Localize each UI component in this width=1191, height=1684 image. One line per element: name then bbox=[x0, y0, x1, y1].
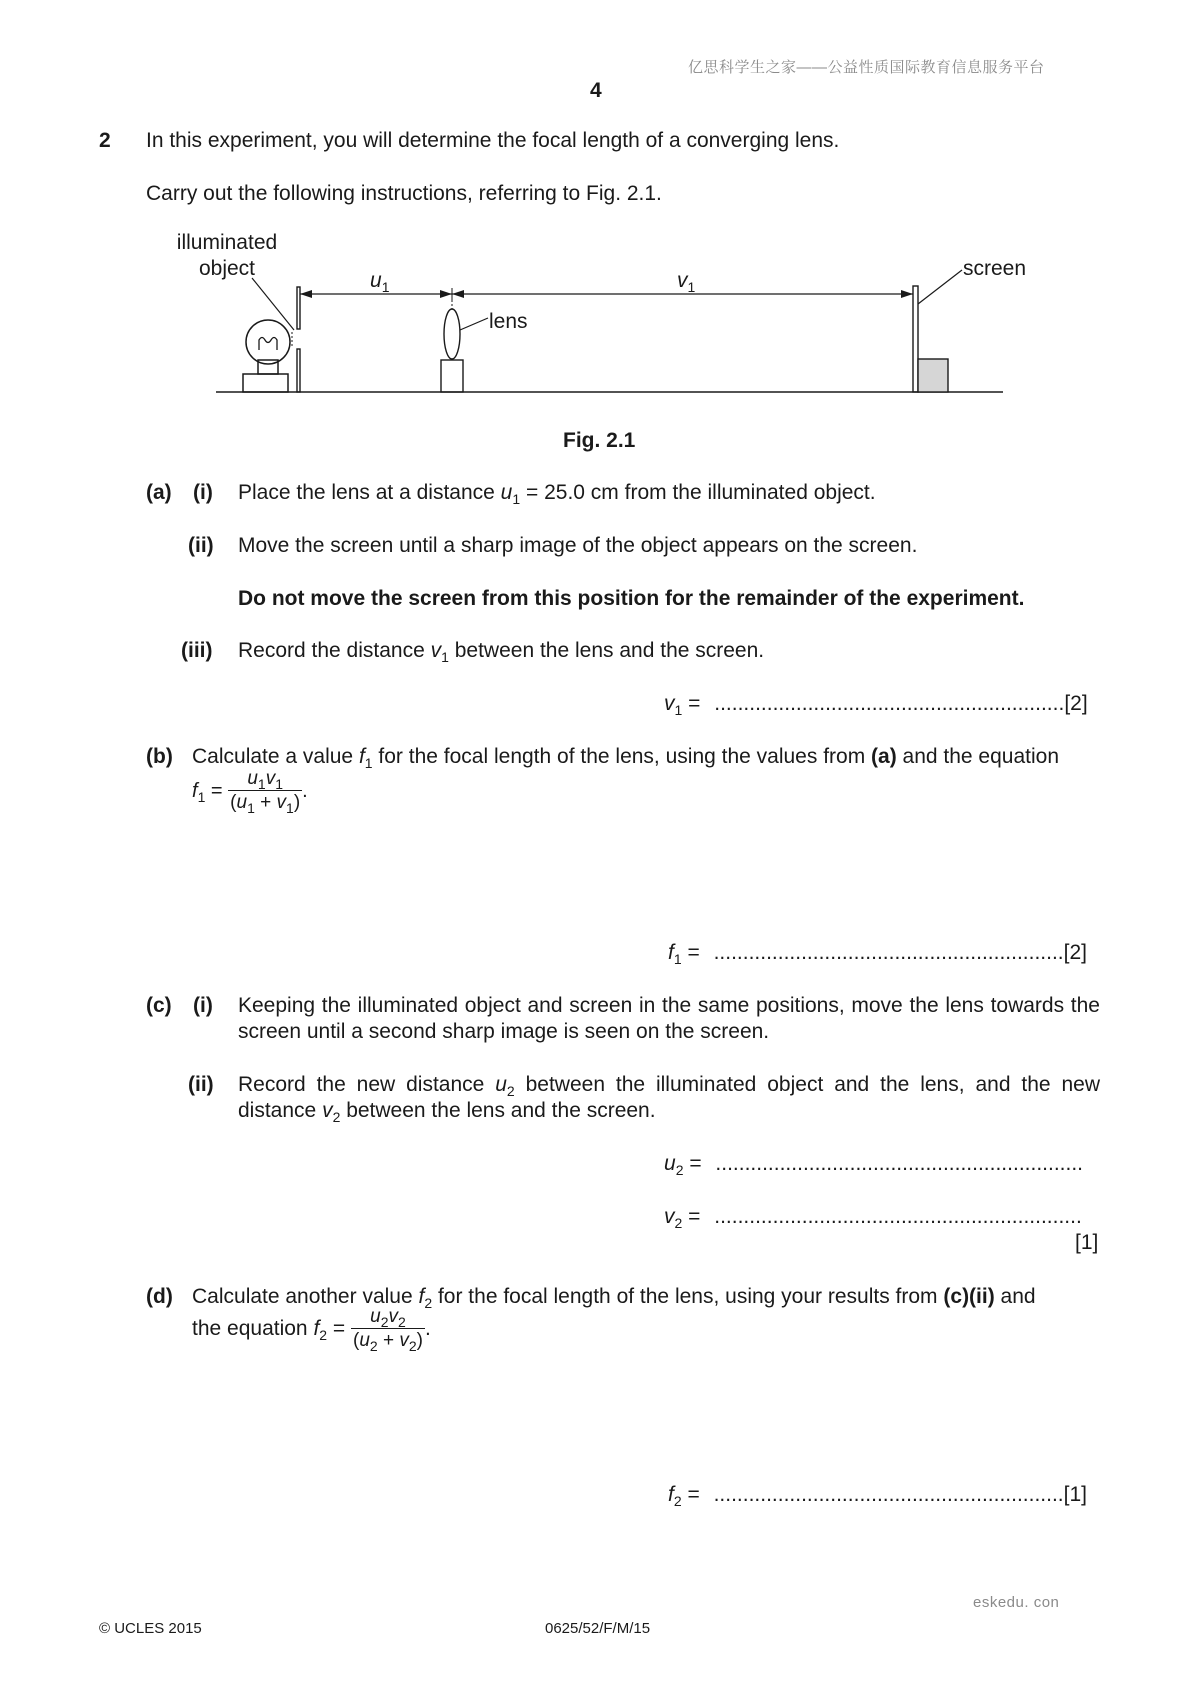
screen-leader bbox=[918, 270, 962, 304]
eq-b-den-plus: + bbox=[254, 792, 277, 813]
eq-d-end: . bbox=[425, 1317, 431, 1341]
eq-d-sign: = bbox=[327, 1317, 352, 1341]
page-number: 4 bbox=[590, 79, 602, 102]
part-c-ii-mid: between the illuminated object and the lens, and the new distance bbox=[238, 1073, 1101, 1122]
eq-d-lhs-var: f bbox=[313, 1317, 320, 1341]
eq-d-num-u: u bbox=[370, 1306, 381, 1327]
part-c-ii-var-v: v bbox=[322, 1099, 333, 1122]
footer-site: eskedu. con bbox=[973, 1594, 1060, 1611]
eq-d-den-u: u bbox=[359, 1330, 370, 1351]
part-b-sub: 1 bbox=[364, 755, 373, 771]
part-b-pre: Calculate a value bbox=[192, 745, 359, 768]
part-a-i-var: u bbox=[500, 481, 513, 504]
lens-holder bbox=[441, 360, 463, 392]
eq-b-den-open: ( bbox=[230, 792, 237, 813]
footer-copyright: © UCLES 2015 bbox=[99, 1620, 202, 1637]
eq-d-den-plus: + bbox=[377, 1330, 400, 1351]
eq-d-den-v: v bbox=[399, 1330, 409, 1351]
part-a-i-pre: Place the lens at a distance bbox=[238, 481, 501, 504]
part-b-text bbox=[192, 744, 1059, 770]
eq-d-lhs-sub: 2 bbox=[319, 1327, 328, 1344]
question-number: 2 bbox=[99, 129, 111, 152]
question-instruction: Carry out the following instructions, referring to Fig. 2.1. bbox=[146, 182, 662, 205]
eq-d-num-u-sub: 2 bbox=[380, 1314, 389, 1330]
lens-leader bbox=[460, 318, 488, 330]
part-c-ii-sub-v: 2 bbox=[332, 1109, 341, 1125]
part-a-ii-text: Move the screen until a sharp image of the object appears on the screen. bbox=[238, 534, 918, 557]
part-c-ii-sub-u: 2 bbox=[506, 1083, 515, 1099]
eq-b-num-v: v bbox=[265, 768, 276, 789]
eq-b-num-u: u bbox=[247, 768, 258, 789]
eq-d-fraction bbox=[351, 1306, 425, 1353]
answer-f2-marks: [1] bbox=[1063, 1483, 1088, 1506]
screen-stand bbox=[918, 359, 948, 392]
eq-b-den-v-sub: 1 bbox=[286, 800, 294, 816]
eq-b-lhs-sub: 1 bbox=[197, 788, 206, 805]
eq-d-num-v-sub: 2 bbox=[398, 1314, 406, 1330]
lens bbox=[444, 309, 460, 359]
answer-v1-marks: [2] bbox=[1064, 692, 1088, 715]
answer-f1-dots[interactable]: ............................................................ bbox=[713, 941, 1064, 964]
part-a-i-text bbox=[238, 480, 876, 506]
answer-f2-sub: 2 bbox=[673, 1493, 682, 1509]
answer-v1[interactable] bbox=[664, 691, 1088, 717]
part-a-iii-var: v bbox=[430, 639, 442, 662]
part-d-mid: for the focal length of the lens, using your results from bbox=[432, 1285, 944, 1308]
part-d-equation-line bbox=[192, 1306, 431, 1353]
answer-f1-sub: 1 bbox=[673, 951, 682, 967]
answer-u2-var: u bbox=[664, 1152, 676, 1175]
u1-arrowhead-right bbox=[440, 290, 452, 298]
part-d-label: (d) bbox=[146, 1285, 173, 1308]
eq-d-den-u-sub: 2 bbox=[369, 1338, 378, 1354]
part-b-equation bbox=[192, 768, 308, 815]
label-u1 bbox=[370, 268, 389, 294]
figure-caption: Fig. 2.1 bbox=[563, 429, 636, 452]
v1-arrowhead-left bbox=[452, 290, 464, 298]
answer-u2-dots[interactable]: ............................................................... bbox=[715, 1152, 1083, 1175]
answer-f2-eq: = bbox=[681, 1483, 706, 1506]
part-d-ref: (c)(ii) bbox=[943, 1285, 995, 1308]
eq-b-denominator bbox=[228, 790, 302, 815]
answer-v2-dots[interactable]: ............................................................... bbox=[714, 1205, 1082, 1228]
eq-b-num-v-sub: 1 bbox=[275, 776, 283, 792]
part-a-i-sub: 1 bbox=[512, 491, 521, 507]
answer-v1-var: v bbox=[664, 692, 675, 715]
answer-f2[interactable] bbox=[668, 1482, 1087, 1508]
eq-d-den-open: ( bbox=[353, 1330, 360, 1351]
part-d-line2: the equation bbox=[192, 1317, 314, 1341]
part-d-pre: Calculate another value bbox=[192, 1285, 419, 1308]
answer-f1-marks: [2] bbox=[1063, 941, 1088, 964]
part-c-i-label: (i) bbox=[193, 994, 213, 1017]
part-a-ii-label: (ii) bbox=[188, 534, 214, 557]
label-u1-var: u bbox=[370, 269, 382, 292]
part-b-label: (b) bbox=[146, 745, 173, 768]
answer-u2[interactable] bbox=[664, 1151, 1083, 1177]
part-c-ii-pre: Record the new distance bbox=[238, 1073, 496, 1096]
part-a-warning: Do not move the screen from this position for the remainder of the experiment. bbox=[238, 587, 1025, 610]
watermark-header: 亿思科学生之家——公益性质国际教育信息服务平台 bbox=[688, 59, 1045, 76]
part-b-mid: for the focal length of the lens, using the values from bbox=[372, 745, 872, 768]
footer-code: 0625/52/F/M/15 bbox=[545, 1620, 651, 1637]
eq-d-num-v: v bbox=[388, 1306, 399, 1327]
answer-v2-sub: 2 bbox=[674, 1215, 683, 1231]
lamp-filament bbox=[259, 338, 277, 351]
eq-b-den-u: u bbox=[236, 792, 248, 813]
screen bbox=[913, 286, 918, 392]
eq-b-num-u-sub: 1 bbox=[257, 776, 266, 792]
eq-d-numerator bbox=[351, 1306, 425, 1328]
lamp-base bbox=[243, 374, 288, 392]
part-d-post: and bbox=[994, 1285, 1036, 1308]
answer-v1-eq: = bbox=[682, 692, 707, 715]
answer-v2-var: v bbox=[664, 1205, 675, 1228]
label-u1-sub: 1 bbox=[381, 279, 390, 295]
part-a-iii-post: between the lens and the screen. bbox=[448, 639, 765, 662]
part-b-post: and the equation bbox=[896, 745, 1060, 768]
answer-v1-sub: 1 bbox=[674, 702, 683, 718]
eq-d-den-v-sub: 2 bbox=[408, 1338, 417, 1354]
part-c-label: (c) bbox=[146, 994, 172, 1017]
answer-v2-eq: = bbox=[682, 1205, 707, 1228]
label-screen: screen bbox=[963, 257, 1027, 280]
eq-b-lhs-var: f bbox=[192, 779, 198, 802]
eq-b-den-close: ) bbox=[293, 792, 301, 813]
part-c-ii-var-u: u bbox=[495, 1073, 507, 1096]
answer-f2-dots[interactable]: ............................................................ bbox=[713, 1483, 1064, 1506]
eq-b-sign: = bbox=[205, 779, 229, 802]
eq-b-numerator bbox=[228, 768, 302, 790]
v1-arrowhead-right bbox=[901, 290, 913, 298]
part-c-ii-text bbox=[238, 1072, 1100, 1124]
part-b-ref: (a) bbox=[871, 745, 897, 768]
eq-b-den-v: v bbox=[276, 792, 287, 813]
answer-u2-sub: 2 bbox=[675, 1162, 684, 1178]
question-intro: In this experiment, you will determine the focal length of a converging lens. bbox=[146, 129, 840, 152]
label-v1-sub: 1 bbox=[687, 279, 696, 295]
part-b-var: f bbox=[358, 745, 365, 768]
part-a-iii-text bbox=[238, 638, 764, 664]
answer-v2[interactable] bbox=[664, 1204, 1082, 1230]
part-c-ii-post: between the lens and the screen. bbox=[340, 1099, 656, 1122]
part-a-i-post: = 25.0 cm from the illuminated object. bbox=[520, 481, 876, 504]
part-c-ii-label: (ii) bbox=[188, 1073, 214, 1096]
label-object: object bbox=[198, 257, 256, 280]
answer-f1-var: f bbox=[668, 941, 674, 964]
label-illuminated-object bbox=[172, 230, 282, 282]
part-d-sub: 2 bbox=[424, 1295, 433, 1311]
eq-b-fraction bbox=[228, 768, 302, 815]
answer-f1-eq: = bbox=[681, 941, 706, 964]
eq-d-denominator bbox=[351, 1328, 425, 1353]
part-a-label: (a) bbox=[146, 481, 172, 504]
answer-f1[interactable] bbox=[668, 940, 1087, 966]
label-v1-var: v bbox=[677, 269, 688, 292]
answer-v1-dots[interactable]: ............................................................ bbox=[714, 692, 1065, 715]
label-illuminated: illuminated bbox=[176, 231, 278, 254]
u1-arrowhead-left bbox=[300, 290, 312, 298]
part-a-i-label: (i) bbox=[193, 481, 213, 504]
label-lens: lens bbox=[489, 310, 528, 333]
eq-d-den-close: ) bbox=[416, 1330, 423, 1351]
object-plate-top bbox=[297, 287, 300, 329]
label-v1 bbox=[677, 268, 695, 294]
part-a-iii-pre: Record the distance bbox=[238, 639, 431, 662]
object-plate-bottom bbox=[297, 349, 300, 392]
part-c-marks: [1] bbox=[1075, 1231, 1099, 1254]
part-d-var: f bbox=[418, 1285, 425, 1308]
apparatus-diagram bbox=[0, 0, 1191, 420]
answer-f2-var: f bbox=[668, 1483, 674, 1506]
part-a-iii-label: (iii) bbox=[181, 639, 213, 662]
part-c-i-text: Keeping the illuminated object and screen in the same positions, move the lens towards the screen until a second sharp image is seen on the screen. bbox=[238, 994, 1100, 1043]
part-a-iii-sub: 1 bbox=[441, 649, 449, 665]
eq-b-den-u-sub: 1 bbox=[247, 800, 255, 816]
answer-u2-eq: = bbox=[683, 1152, 708, 1175]
eq-b-end: . bbox=[302, 779, 308, 802]
